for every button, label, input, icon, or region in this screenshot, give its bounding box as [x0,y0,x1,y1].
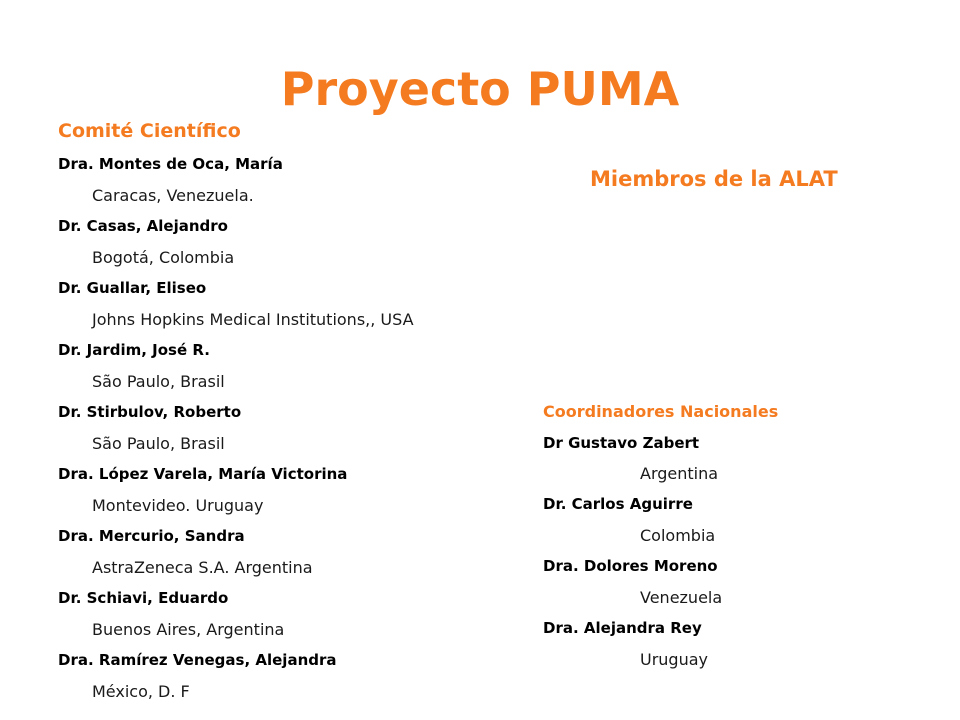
page-title: Proyecto PUMA [280,62,680,116]
coordinator-name: Dr. Carlos Aguirre [543,495,693,513]
committee-member-place: Bogotá, Colombia [92,248,235,267]
committee-member-place: Buenos Aires, Argentina [92,620,285,639]
committee-member-name: Dra. Montes de Oca, María [58,155,283,173]
committee-member-name: Dr. Jardim, José R. [58,341,210,359]
committee-heading: Comité Científico [58,120,241,142]
committee-member-place: Johns Hopkins Medical Institutions,, USA [92,310,414,329]
committee-member-place: Montevideo. Uruguay [92,496,264,515]
coordinator-name: Dr Gustavo Zabert [543,434,700,452]
committee-member-name: Dr. Casas, Alejandro [58,217,228,235]
committee-member-name: Dra. Ramírez Venegas, Alejandra [58,651,337,669]
coordinator-name: Dra. Alejandra Rey [543,619,702,637]
committee-member-name: Dra. Mercurio, Sandra [58,527,245,545]
committee-member-place: México, D. F [92,682,190,701]
committee-member-name: Dr. Guallar, Eliseo [58,279,207,297]
committee-member-place: São Paulo, Brasil [92,372,225,391]
coordinator-country: Colombia [640,526,716,545]
alat-heading: Miembros de la ALAT [590,167,838,191]
coordinators-heading: Coordinadores Nacionales [543,402,779,421]
coordinator-country: Venezuela [640,588,723,607]
committee-member-place: São Paulo, Brasil [92,434,225,453]
committee-member-place: AstraZeneca S.A. Argentina [92,558,313,577]
committee-member-place: Caracas, Venezuela. [92,186,254,205]
coordinator-country: Argentina [640,464,719,483]
committee-member-name: Dr. Schiavi, Eduardo [58,589,229,607]
committee-member-name: Dra. López Varela, María Victorina [58,465,348,483]
committee-member-name: Dr. Stirbulov, Roberto [58,403,242,421]
coordinator-country: Uruguay [640,650,708,669]
coordinator-name: Dra. Dolores Moreno [543,557,718,575]
